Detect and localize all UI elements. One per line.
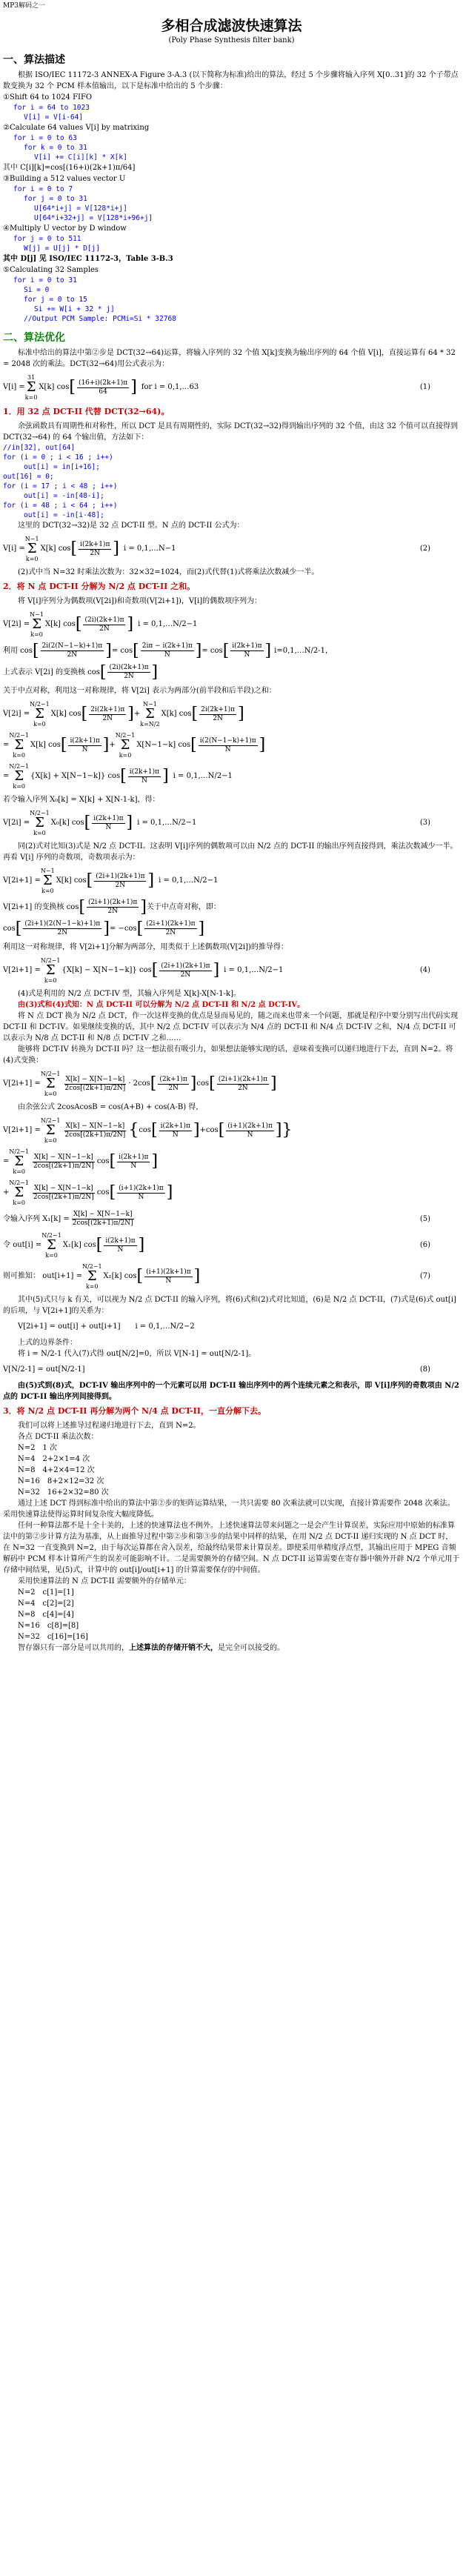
- subheading-1: 1．用 32 点 DCT-II 代替 DCT(32→64)。: [3, 407, 170, 416]
- code-line: out[i] = in[i+16];: [24, 463, 100, 471]
- paragraph: 利用这一对称规律，将 V[2i+1]分解为两部分，用类似于上述偶数项(V[2i])的推导得：: [3, 943, 288, 951]
- paragraph: 这里的 DCT(32→32)是 32 点 DCT-II 型。N 点的 DCT-II 公式为：: [18, 522, 244, 530]
- code-comment: //in[32], out[64]: [3, 444, 76, 452]
- paragraph: 各点 DCT-II 乘法次数：: [18, 1433, 99, 1441]
- code-line: out[i] = -in[48-i];: [24, 492, 104, 500]
- paragraph: (2)式中当 N=32 时乘法次数为：32×32=1024，而(2)式代替(1)式将乘法次数减少一半。: [18, 568, 319, 576]
- paragraph: 标准中给出的算法中第②步是 DCT(32→64)运算，将输入序列的 32 个值 X[k]变换为输出序列的 64 个值 V[i]，直接运算有 64 * 32 = 2048 次的乘法。DCT(32→64)用公式表示为：: [3, 349, 456, 368]
- paragraph: 关于中点对称，利用这一对称规律，将 V[2i] 表示为两部分(前半段和后半段)之和：: [3, 687, 276, 695]
- equation-4c: = N/2−1 Σ k=0 {X[k] + X[N−1−k]} cos [ $\frac{i(2k+1)\pi}{N}$ ] i = 0,1,…N/2−1: [3, 763, 233, 790]
- subheading-3: 3．将 N/2 点 DCT-II 再分解为两个 N/4 点 DCT-II，一直分解下去。: [3, 1406, 266, 1416]
- step-4-note: 其中 D[j] 见 ISO/IEC 11172-3，Table 3-B.3: [3, 255, 173, 263]
- equation-2: V[i] = N−1 Σ k=0 X[k] cos [ $\frac{i(2k+1)\pi}{2N}$ ] i = 0,1,…N−1 (2): [3, 536, 430, 562]
- code-line: for j = 0 to 511: [13, 235, 81, 243]
- subheading-2: 2．将 N 点 DCT-II 分解为 N/2 点 DCT-II 之和。: [3, 582, 196, 591]
- equation-13: V[2i+1] = out[i] + out[i+1] i = 0,1,…N/2−2: [18, 1322, 195, 1331]
- code-line: V[i] = V[i-64]: [24, 113, 84, 122]
- code-line: U[64*i+32+j] = V[128*i+96+j]: [34, 214, 153, 222]
- step-4: ④Multiply U vector by D window: [3, 224, 127, 233]
- code-line: U[64*i+j] = V[128*i+j]: [34, 204, 127, 213]
- paragraph: 余弦函数具有周期性和对称性，所以 DCT 是具有周期性的，实际 DCT(32→32)得到输出序列的 32 个值，由这 32 个值可以直接得到 DCT(32→64) 的 64 个输出值，方法如下：: [3, 422, 459, 442]
- equation-12: 则可推知： out[i+1] = N/2−1 Σ k=0 X₁[k] cos [ $\frac{(i+1)(2k+1)\pi}{N}$ ] (7): [3, 1263, 430, 1290]
- paragraph: 通过上述 DCT 得到标准中给出的算法中第②步的矩阵运算结果，一共只需要 80 次乘法就可以实现，直接计算需要作 2048 次乘法。采用快速算法使得运算时间复杂度大幅度降低。: [3, 1500, 455, 1519]
- closing-paragraph: 智存器只有一部分是可以共用的，上述算法的存储开销不大，是完全可以接受的。: [18, 1644, 284, 1652]
- paragraph: 同(2)式对比知(3)式是 N/2 点 DCT-II。这表明 V[i]序列的偶数项可以由 N/2 点的 DCT-II 的输出序列直接得到，乘法次数减少一半。: [18, 842, 458, 851]
- paragraph: 采用快速算法的 N 点 DCT-II 需要额外的存储单元：: [18, 1577, 191, 1585]
- step-1: ①Shift 64 to 1024 FIFO: [3, 93, 93, 101]
- equation-3: V[2i] = N−1 Σ k=0 X[k] cos [ $\frac{(2i)(2k+1)\pi}{2N}$ ] i = 0,1,…N/2−1: [3, 611, 198, 638]
- paragraph: 上式的边界条件：: [18, 1339, 77, 1347]
- code-line: Si = 0: [24, 286, 50, 294]
- mult-count: N=16 8+2×12=32 次: [18, 1477, 104, 1485]
- equation-odd-kernel: V[2i+1] 的变换核 cos [ $\frac{(2i+1)(2k+1)\pi}{2N}$ ] 关于中点奇对称，即：: [3, 897, 221, 916]
- code-line: for (i = 17 ; i < 48 ; i++): [3, 482, 118, 490]
- paragraph: 若令输入序列 X₀[k] = X[k] + X[N-1-k]，得：: [3, 796, 160, 804]
- storage-count: N=32 c[16]=[16]: [18, 1633, 88, 1641]
- section-1-intro: 根据 ISO/IEC 11172-3 ANNEX-A Figure 3-A.3 (以下简称为标准)给出的算法，经过 5 个步骤将输入序列 X[0..31]的 32 个子带点数变换为 32 个 PCM 样本值输出，以下是标准中给出的 5 个步骤：: [3, 71, 459, 90]
- code-line: out[i] = -in[i-48];: [24, 511, 104, 519]
- step-3: ③Building a 512 values vector U: [3, 175, 126, 183]
- paragraph: 将 i = N/2-1 代入(7)式得 out[N/2]=0，所以 V[N-1] = out[N/2-1]。: [18, 1350, 256, 1358]
- document-subtitle: (Poly Phase Synthesis filter bank): [168, 36, 295, 44]
- code-line: for j = 0 to 15: [24, 296, 87, 304]
- paragraph: 其中(5)式只与 k 有关，可以视为 N/2 点 DCT-II 的输入序列，将(6)式和(2)式对比知道，(6)是 N/2 点 DCT-II，(7)式是(6)式 out[i] 的后项，与 V[2i+1]的关系为：: [3, 1296, 456, 1315]
- equation-5: V[2i] = N/2−1 Σ k=0 X₀[k] cos [ $\frac{i(2k+1)\pi}{N}$ ] i = 0,1,…N/2−1 (3): [3, 810, 430, 836]
- equation-8: V[2i+1] = N/2−1 Σ k=0 $\frac{X[k] - X[N-1-k]}{2\cos[(2k+1)\pi/2N]}$ · 2cos [ $\frac{(2k+1)\pi}{2N}$ ] cos [ $\frac{(2i+1)(2k+1)\pi}{2N}$ ]: [3, 1071, 277, 1097]
- paragraph: 再看 V[i] 序列的奇数项，奇数项表示为：: [3, 853, 140, 862]
- section-2-heading: 二、算法优化: [3, 332, 65, 344]
- code-line: W[j] = U[j] * D[j]: [24, 244, 100, 253]
- code-comment: //Output PCM Sample: PCMi=Si * 32768: [24, 315, 176, 323]
- paragraph: 将 V[i]序列分为偶数项(V[2i])和奇数项(V[2i+1])，V[i]的偶数项序列为：: [18, 597, 262, 605]
- mult-count: N=2 1 次: [18, 1444, 58, 1452]
- code-line: for k = 0 to 31: [24, 144, 87, 152]
- equation-cos-symmetry: 利用 cos [ $\frac{2i(2(N-1-k)+1)\pi}{2N}$ ] = cos [ $\frac{2i\pi - i(2k+1)\pi}{N}$ ] = cos [ $\frac{i(2k+1)\pi}{N}$ ] i=0,1,…N/2-1，: [3, 641, 333, 660]
- step-5: ⑤Calculating 32 Samples: [3, 266, 99, 274]
- code-line: for (i = 0 ; i < 16 ; i++): [3, 453, 113, 462]
- storage-count: N=2 c[1]=[1]: [18, 1588, 74, 1597]
- paragraph: 我们可以将上述推导过程递归地进行下去，直到 N=2。: [18, 1422, 201, 1430]
- paragraph: 由余弦公式 2cosAcosB = cos(A+B) + cos(A-B) 得，: [18, 1103, 204, 1111]
- mult-count: N=32 16+2×32=80 次: [18, 1488, 109, 1497]
- equation-1: V[i] = 31 Σ k=0 X[k] cos [ $\frac{(16+i)(2k+1)\pi}{64}$ ] for i = 0,1,…63 (1): [3, 374, 430, 401]
- code-line: for i = 0 to 7: [13, 185, 73, 193]
- code-line: for i = 0 to 63: [13, 134, 77, 142]
- storage-count: N=16 c[8]=[8]: [18, 1622, 79, 1630]
- equation-9b: = N/2−1 Σ k=0 $\frac{X[k] - X[N-1-k]}{2\cos[(2k+1)\pi/2N]}$ cos [ $\frac{i(2k+1)\pi}{N}$ ]: [3, 1148, 159, 1175]
- code-line: for j = 0 to 31: [24, 195, 87, 203]
- equation-9a: V[2i+1] = N/2−1 Σ k=0 $\frac{X[k] - X[N-1-k]}{2\cos[(2k+1)\pi/2N]}$ { cos [ $\frac{i(2k+1)\pi}{N}$ ] + cos [ $\frac{(i+1)(2k+1)\pi}{N}$ ] }: [3, 1117, 293, 1144]
- equation-10: 令输入序列 X₁[k] = $\frac{X[k] - X[N-1-k]}{2\cos[(2k+1)\pi/2N]}$ (5): [3, 1211, 430, 1227]
- paragraph: 将 N 点 DCT 换为 N/2 点 DCT，作一次这样变换的优点是显而易见的，随之而来也带来一个问题，那就是程序中要分别写出代码实现 DCT-II 和 DCT-IV。如果继续变换的话，其中 N/2 点 DCT-IV 可以表示为 N/4 点的 DCT-II 和 N/4 点 DCT-IV 之和，N/4 点 DCT-II 可以表示为 N/8 点 DCT-II 和 N/8 点 DCT-IV 之和……: [3, 1012, 459, 1042]
- storage-count: N=4 c[2]=[2]: [18, 1600, 74, 1608]
- code-line: out[16] = 0;: [3, 473, 54, 481]
- equation-4b: = N/2−1 Σ k=0 X[k] cos [ $\frac{i(2k+1)\pi}{N}$ ] + N/2−1 Σ k=0 X[N−1−k] cos [ $\frac{i(2(N-1-k)+1)\pi}{N}$ ]: [3, 732, 266, 759]
- header-tag: MP3解码之一: [3, 2, 45, 10]
- code-line: for (i = 48 ; i < 64 ; i++): [3, 502, 118, 510]
- code-line: Si += W[i + 32 * j]: [34, 305, 115, 313]
- equation-7: V[2i+1] = N/2−1 Σ k=0 {X[k] − X[N−1−k]} cos [ $\frac{(2i+1)(2k+1)\pi}{2N}$ ] i = 0,1,…N/2−1 (4): [3, 957, 430, 984]
- step-2-note: 其中 C[i][k]=cos[(16+i)(2k+1)π/64]: [3, 164, 136, 172]
- mult-count: N=8 4+2×4=12 次: [18, 1466, 95, 1474]
- equation-11: 令 out[i] = N/2−1 Σ k=0 X₁[k] cos [ $\frac{i(2k+1)\pi}{N}$ ] (6): [3, 1232, 430, 1259]
- section-1-heading: 一、算法描述: [3, 54, 65, 66]
- equation-14: V[N/2-1] = out[N/2-1] (8): [3, 1365, 430, 1374]
- document-title: 多相合成滤波快速算法: [161, 18, 302, 34]
- paragraph-highlight: 由(3)式和(4)式知：N 点 DCT-II 可以分解为 N/2 点 DCT-II 和 N/2 点 DCT-IV。: [18, 1001, 305, 1009]
- paragraph-highlight: 由(5)式到(8)式，DCT-IV 输出序列中的一个元素可以用 DCT-II 输出序列中的两个连续元素之和表示，即 V[i]序列的奇数项由 N/2 点的 DCT-II 输出序列间接得到。: [3, 1382, 459, 1401]
- step-2: ②Calculate 64 values V[i] by matrixing: [3, 124, 150, 132]
- equation-6: V[2i+1] = N−1 Σ k=0 X[k] cos [ $\frac{(2i+1)(2k+1)\pi}{2N}$ ] i = 0,1,…N/2−1: [3, 868, 219, 894]
- equation-kernel-note: 上式表示 V[2i] 的变换核 cos [ $\frac{(2i)(2k+1)\pi}{2N}$ ]: [3, 662, 159, 682]
- paragraph: (4)式是利用的 N/2 点 DCT-IV 型，其输入序列是 X[k]-X[N-1-k]。: [18, 990, 241, 998]
- code-line: for i = 0 to 31: [13, 276, 77, 284]
- code-line: for i = 64 to 1023: [13, 104, 90, 112]
- code-line: V[i] += C[i][k] * X[k]: [34, 153, 127, 162]
- paragraph: 能够将 DCT-IV 转换为 DCT-II 吗？这一想法很有吸引力，如果想法能够实现的话，意味着变换可以递归地进行下去，直到 N=2。将(4)式变换：: [3, 1045, 453, 1065]
- equation-9c: + N/2−1 Σ k=0 $\frac{X[k] - X[N-1-k]}{2\cos[(2k+1)\pi/2N]}$ cos [ $\frac{(i+1)(2k+1)\pi}{N}$ ]: [3, 1179, 173, 1206]
- equation-4a: V[2i] = N/2−1 Σ k=0 X[k] cos [ $\frac{2i(2k+1)\pi}{2N}$ ] + N−1 Σ k=N/2 X[k] cos [ $\frac{2i(2k+1)\pi}{2N}$ ]: [3, 701, 244, 728]
- summation-symbol: 31 Σ k=0: [24, 374, 38, 401]
- equation-odd-symmetry: cos [ $\frac{(2i+1)(2(N-1-k)+1)\pi}{2N}$ ] = −cos [ $\frac{(2i+1)(2k+1)\pi}{2N}$ ]: [3, 919, 205, 938]
- paragraph: 任何一种算法都不是十全十美的，上述的快速算法也不例外。上述快速算法带来问题之一是会产生计算误差，实际应用中原始的标准算法中的第②步计算方法为基准，从上面推导过程中第②步和第③步的结果中同样的结果，在用 N/2 点 DCT-II 递归实现的 N 点 DCT 时，在 N=32 一直变换到 N=2，由于每次运算都在舍入误差，给最终结果带来计算误差。即使采用单精度浮点型，其输出应用于 MPEG 音频解码中 PCM 样本计算所产生的误差可能影响不计。二是需要额外的存储空间。N 点 DCT-II 运算需要在寄存器中额外开辟 N/2 个单元用于存储中间结果，见(5)式，计算中的 out[i]/out[i+1] 的计算需要保存的中间值。: [3, 1522, 460, 1574]
- storage-count: N=8 c[4]=[4]: [18, 1611, 74, 1619]
- mult-count: N=4 2+2×1=4 次: [18, 1455, 90, 1463]
